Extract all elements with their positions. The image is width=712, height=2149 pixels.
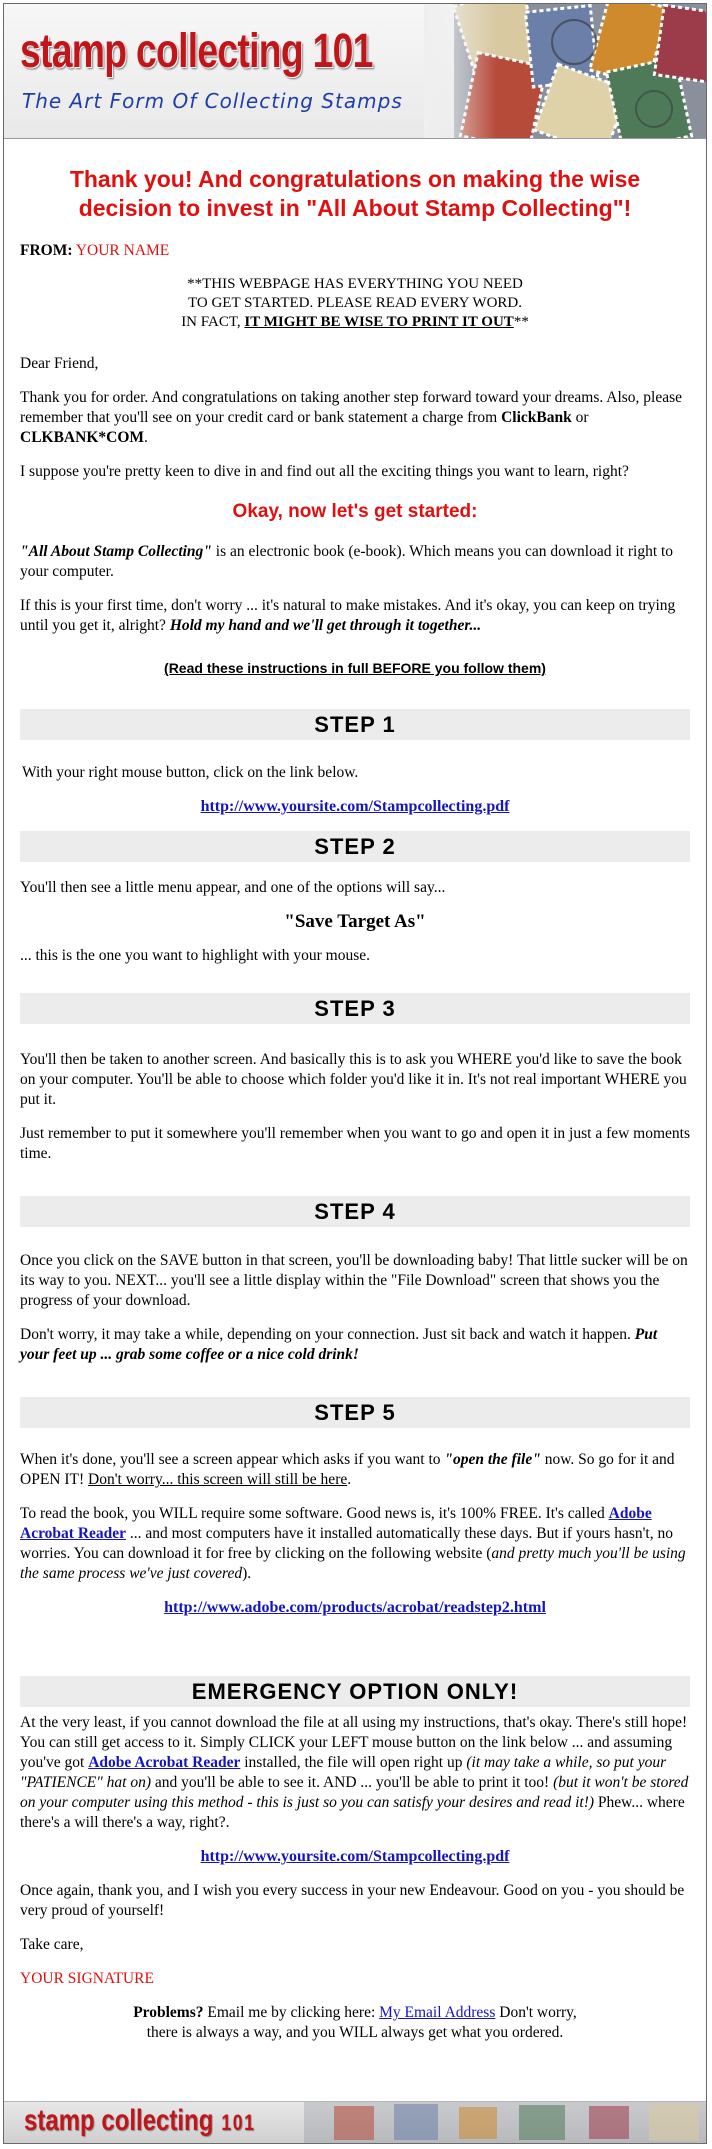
step-5-underlined-note: Don't worry... this screen will still be here [88,1471,348,1488]
intro-p1-text: Thank you for order. And congratulations on taking another step forward toward your dreams. Also, please remember that you'll see on your credit card or bank statement a charge from [20,389,683,426]
emergency-option-heading: EMERGENCY OPTION ONLY! [20,1676,690,1707]
emergency-text-b: installed, the file will open right up [240,1754,467,1771]
footer-logo-title: stamp collecting [24,2104,214,2137]
problems-text: Email me by clicking here: [203,2004,380,2021]
intro-p1-or: or [571,409,589,426]
lets-start-heading: Okay, now let's get started: [232,501,478,522]
step-5-p1-a: When it's done, you'll see a screen appear which asks if you want to [20,1451,445,1468]
emergency-text-d: Phew... where there's a will there's a way, right?. [20,1794,685,1831]
problems-note [20,2003,690,2043]
step-4-paragraph-1: Once you click on the SAVE button in that screen, you'll be downloading baby! That little sucker will be on its way to you. NEXT... you'll see a little display within the "File Download" screen that shows you the progress of your download. [20,1252,688,1309]
read-instructions-note: (Read these instructions in full BEFORE you follow them) [164,660,546,676]
emergency-paragraph [20,1713,690,1833]
emergency-text-a: At the very least, if you cannot download the file at all using my instructions, that's okay. There's still hope! You can still get access to it. Simply CLICK your LEFT mouse button on the link below ... and assuming you've got [20,1714,688,1771]
notice-line-3-prefix: IN FACT, [181,314,245,330]
ebook-text: is an electronic book (e-book). Which means you can download it right to your computer. [20,543,674,580]
first-time-emphasis: Hold my hand and we'll get through it together... [169,617,482,634]
problems-line-1 [20,2003,690,2023]
problems-line-2: there is always a way, and you WILL always get what you ordered. [146,2024,564,2041]
first-time-paragraph [20,596,690,636]
notice-line-2: TO GET STARTED. PLEASE READ EVERY WORD. [187,295,522,311]
emergency-text-c: and you'll be able to see it. AND ... you'll be able to print it too! [151,1774,554,1791]
clickbank-text: ClickBank [501,409,572,426]
step-3-paragraph-1: You'll then be taken to another screen. And basically this is to ask you WHERE you'd like to save the book on your computer. You'll be able to choose which folder you'd like it in. It's not real important WHERE you put it. [20,1051,687,1108]
take-care: Take care, [20,1936,84,1953]
clkbank-text: CLKBANK*COM [20,429,144,446]
email-link[interactable]: My Email Address [379,2004,496,2021]
intro-paragraph-2: I suppose you're pretty keen to dive in and find out all the exciting things you want to learn, right? [20,463,629,480]
from-name: YOUR NAME [75,242,170,259]
print-notice [20,275,690,332]
save-target-as-option: "Save Target As" [284,911,426,932]
emergency-download-link[interactable]: http://www.yoursite.com/Stampcollecting.pdf [200,1848,510,1865]
notice-line-3-suffix: ** [513,314,529,330]
main-content [4,165,706,2043]
step-5-p2-a: To read the book, you WILL require some software. Good news is, it's 100% FREE. It's called [20,1505,609,1522]
step-3-heading: STEP 3 [20,993,690,1024]
site-logo-subtitle: The Art Form Of Collecting Stamps [22,89,403,113]
step-4-emphasis: Put your feet up ... grab some coffee or a nice cold drink! [20,1326,658,1363]
step-1-download-link[interactable]: http://www.yoursite.com/Stampcollecting.pdf [200,798,510,815]
step-5-paragraph-1 [20,1450,690,1490]
step-4-heading: STEP 4 [20,1196,690,1227]
step-2-text: You'll then see a little menu appear, and one of the options will say... [20,879,446,896]
step-5-paragraph-2 [20,1504,690,1584]
closing-paragraph: Once again, thank you, and I wish you every success in your new Endeavour. Good on you - you should be very proud of yourself! [20,1882,685,1919]
footer-stamps-image [304,2102,706,2143]
first-time-text: If this is your first time, don't worry ... it's natural to make mistakes. And it's okay, you can keep on trying until you get it, alright? [20,597,676,634]
footer-banner [4,2101,706,2143]
emergency-adobe-reader-link[interactable]: Adobe Acrobat Reader [88,1754,241,1771]
step-1-heading: STEP 1 [20,709,690,740]
notice-line-3 [20,313,690,332]
step-2-after-text: ... this is the one you want to highlight with your mouse. [20,947,371,964]
adobe-reader-link[interactable]: Adobe Acrobat Reader [20,1505,652,1542]
notice-print-emphasis: IT MIGHT BE WISE TO PRINT IT OUT [244,314,514,330]
step-5-p2-italic: and pretty much you'll be using the same process we've just covered [20,1545,686,1582]
notice-line-1: **THIS WEBPAGE HAS EVERYTHING YOU NEED [187,276,523,292]
from-line [20,241,690,261]
problems-label: Problems? [133,2004,204,2021]
emergency-italic-2: (but it won't be stored on your computer using this method - this is just so you can satisfy your desires and read it!) [20,1774,689,1811]
problems-after: Don't worry, [495,2004,577,2021]
step-4-p2-text: Don't worry, it may take a while, depending on your connection. Just sit back and watch it happen. [20,1326,635,1343]
step-3-paragraph-2: Just remember to put it somewhere you'll remember when you want to go and open it in just a few moments time. [20,1125,691,1162]
step-5-p1-b: now. So go for it and OPEN IT! [20,1451,675,1488]
intro-p1-end: . [144,429,148,446]
header-banner [4,4,706,139]
step-5-heading: STEP 5 [20,1397,690,1428]
step-4-paragraph-2 [20,1325,690,1365]
step-5-p2-b: ... and most computers have it installed automatically these days. But if yours hasn't, no worries. You can download it for free by clicking on the following website ( [20,1525,673,1562]
step-5-p1-end: . [347,1471,352,1488]
greeting: Dear Friend, [20,355,99,372]
step-2-heading: STEP 2 [20,831,690,862]
stamps-collage-image [424,4,706,138]
open-the-file-emphasis: "open the file" [444,1451,541,1468]
footer-logo [24,2104,256,2138]
signature: YOUR SIGNATURE [20,1970,154,1987]
from-label: FROM: [20,242,73,259]
ebook-paragraph [20,542,690,582]
intro-paragraph-1 [20,388,690,448]
adobe-download-link[interactable]: http://www.adobe.com/products/acrobat/readstep2.html [164,1599,546,1616]
page-frame [3,3,707,2144]
step-1-text: With your right mouse button, click on the link below. [22,764,359,781]
footer-logo-number: 101 [221,2110,256,2135]
page-headline: Thank you! And congratulations on making the wise decision to invest in "All About Stamp Collecting"! [69,166,641,221]
step-5-p2-end: ). [242,1565,252,1582]
emergency-italic-1: (it may take a while, so put your "PATIENCE" hat on) [20,1754,667,1791]
ebook-title: "All About Stamp Collecting" [20,543,212,560]
site-logo-title: stamp collecting 101 [20,25,373,78]
